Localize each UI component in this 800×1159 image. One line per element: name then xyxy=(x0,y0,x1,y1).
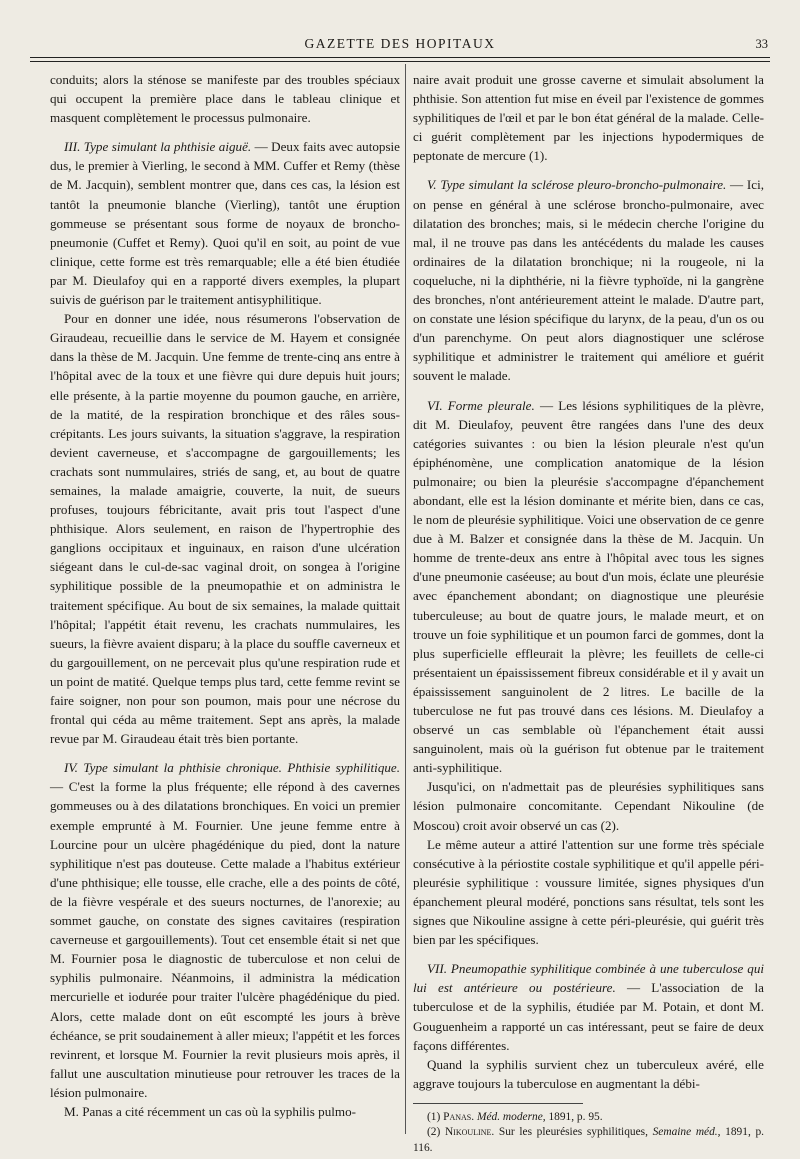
section-vi xyxy=(413,396,764,778)
running-title: GAZETTE DES HOPITAUX xyxy=(304,36,496,51)
section-text: — Deux faits avec autopsie dus, le premier à Vierling, le second à MM. Cuffer et Remy (thèse de M. Jacquin), semblent montrer que, dans ces cas, la lésion est tantôt la pneumonie blanche (Vierling), tantôt une éruption gommeuse se présentant sous forme de noyaux de broncho-pneumonie (Cuffet et Remy). Quoi qu'il en soit, au point de vue clinique, cette forme est très remarquable; elle a été bien étudiée par M. Dieulafoy qui en a rapporté divers exemples, la plupart suivis de guérison par le traitement antisyphilitique. xyxy=(50,139,400,308)
section-heading: VI. Forme pleurale. xyxy=(427,397,535,413)
section-text: — L'association de la tuberculose et de la syphilis, étudiée par M. Potain, et dont M. Gouguenheim a rapporté un cas intéressant, peut se faire de deux façons différentes. xyxy=(413,980,764,1053)
footnote-1 xyxy=(413,1110,764,1126)
header-rule-thick xyxy=(30,57,770,58)
footnote-journal: Semaine méd., xyxy=(647,1126,721,1139)
page-number: 33 xyxy=(755,37,768,51)
footnote-marker: (2) xyxy=(427,1126,445,1139)
paragraph: Pour en donner une idée, nous résumerons l'observation de Giraudeau, recueillie dans le service de M. Hayem et consignée dans la thèse de M. Jacquin. Une femme de trente-cinq ans entre à l'hôpital avec de la toux et une fièvre qui dure depuis huit jours; elle présente, à la partie moyenne du poumon gauche, en arrière, de la matité, de la respiration bronchique et des râles sous-crépitants. Les jours suivants, la situation s'aggrave, la respiration devient caverneuse, et s'accompagne de gargouillements; les crachats sont nummulaires, striés de sang, et, au bout de quatre semaines, la malade amaigrie, couverte, la nuit, de sueurs profuses, toujours fébricitante, avait pris tout l'aspect d'une phthisique. Alors seulement, en raison de l'hypertrophie des ganglions occipitaux et inguinaux, en raison d'une ulcération siégeant dans le cul-de-sac vaginal droit, on songea à l'origine syphilitique possible de la pneumopathie et on administra le traitement spécifique. Au bout de six semaines, la malade quittait l'hôpital; l'appétit était revenu, les crachats nummulaires, les sueurs, la fièvre avaient disparu; à la place du souffle caverneux et du gargouillement, on ne percevait plus qu'une respiration rude et un point de matité. Quelque temps plus tard, cette femme revint se faire soigner, non pour son poumon, mais pour une nécrose du frontal qui céda au même traitement. Sept ans après, la malade revue par M. Giraudeau était très bien portante. xyxy=(50,311,400,747)
section-vii xyxy=(413,959,764,1054)
right-column xyxy=(413,70,764,1156)
section-heading: IV. Type simulant la phthisie chronique. Phthisie syphilitique. xyxy=(64,760,400,776)
page-header xyxy=(30,32,770,56)
footnote-title: Sur les pleurésies syphilitiques, xyxy=(494,1126,648,1139)
footnote-author: Nikouline. xyxy=(444,1126,495,1139)
section-heading: V. Type simulant la sclérose pleuro-broncho-pulmonaire. xyxy=(427,177,727,193)
section-v xyxy=(413,175,764,385)
footnote-separator xyxy=(413,1103,583,1104)
section-iv xyxy=(50,758,400,1102)
footnote-rest: 1891, p. 95. xyxy=(545,1110,603,1123)
paragraph: naire avait produit une grosse caverne et simulait absolument la phthisie. Son attention fut mise en éveil par l'existence de gommes syphilitiques de l'œil et par le bon état général de la malade. Celle-ci guérit complètement par les injections hypodermiques de peptonate de mercure (1). xyxy=(413,72,764,164)
paragraph: conduits; alors la sténose se manifeste par des troubles spéciaux qui occupent la première place dans le tableau clinique et masquent complètement le processus pulmonaire. xyxy=(50,72,400,126)
footnote-marker: (1) xyxy=(427,1110,444,1123)
header-rule-thin xyxy=(30,61,770,62)
paragraph: M. Panas a cité récemment un cas où la syphilis pulmo- xyxy=(64,1103,356,1119)
section-iii xyxy=(50,137,400,309)
footnote-rest: 1891, p. 116. xyxy=(413,1126,764,1154)
column-divider xyxy=(405,64,406,1134)
section-text: — C'est la forme la plus fréquente; elle répond à des cavernes gommeuses ou à des dilatations bronchiques. En voici un premier exemple emprunté à M. Fournier. Une jeune femme entre à Lourcine pour un ulcère phagédénique du pied, dont la nature syphilitique n'est pas douteuse. Cette malade a l'habitus extérieur d'une phthisique; elle tousse, elle crache, elle a des points de côté, de la fièvre vespérale et des sueurs nocturnes, de l'anorexie; au sommet gauche, on constate des signes cavitaires (respiration caverneuse et gargouillements). Tout cet ensemble était si net que M. Fournier posa le diagnostic de tuberculose et non celui de syphilis pulmonaire. Néanmoins, il administra la médication mercurielle et iodurée pour traiter l'ulcère phagédénique du pied. Alors, cette malade dont on eût escompté les jours à brève échéance, se prit soudainement à aller mieux; l'appétit et les forces revinrent, et lorsque M. Fournier la revit plusieurs mois après, il fallut une auscultation minutieuse pour retrouver les traces de la lésion pulmonaire. xyxy=(50,779,400,1100)
section-text: — Les lésions syphilitiques de la plèvre, dit M. Dieulafoy, peuvent être rangées dans l'une des deux catégories suivantes : ou bien la lésion pleurale n'est qu'un épiphénomène, une complication anatomique de la lésion pulmonaire; ou bien la pleurésie s'accompagne d'épanchement abondant, elle est la lésion dominante et mérite bien, dans ce cas, le nom de pleurésie syphilitique. Voici une observation de ce genre due à M. Balzer et consignée dans la thèse de M. Jacquin. Un homme de trente-deux ans entre à l'hôpital avec tous les signes d'une pneumonie caséeuse; au bout d'un mois, éclate une pleurésie avec épanchement abondant; on diagnostique une pleurésie tuberculeuse; au bout de quatre jours, le malade meurt, et on trouve un foie syphilitique et un poumon farci de gommes, dont la plus superficielle effleurait la plèvre; les feuillets de celle-ci présentaient un épaississement fibreux considérable et il y avait un épaississement sanguinolent de 2 litres. Le bacille de la tuberculose ne fut pas trouvé dans ces lésions. M. Dieulafoy a observé un cas semblable où l'épanchement était aussi sanguinolent, mais où la guérison fut obtenue par le traitement anti-syphilitique. xyxy=(413,397,764,776)
footnote-author: Panas. xyxy=(443,1110,475,1123)
left-column xyxy=(50,70,400,1121)
section-heading: III. Type simulant la phthisie aiguë. xyxy=(64,139,252,155)
section-text: — Ici, on pense en général à une sclérose broncho-pulmonaire, avec dilatation des bronches; mais, si le médecin cherche l'origine du mal, il ne trouve pas dans les antécédents du malade les causes ordinaires de la dilatation bronchique; ni la rougeole, ni la coqueluche, ni la diphthérie, ni la fièvre typhoïde, ni la gangrène des bronches, n'ont antérieurement atteint le malade. D'autre part, on constate une lésion spécifique du larynx, de la peau, d'un os ou d'un parenchyme. On peut alors diagnostiquer une sclérose syphilitique et administrer le traitement qui améliore et guérit souvent le malade. xyxy=(413,177,764,384)
paragraph: Le même auteur a attiré l'attention sur une forme très spéciale consécutive à la périostite costale syphilitique et qu'il appelle péri-pleurésie syphilitique : voussure limitée, signes physiques d'un épanchement pleural modéré, ponctions sans résultat, tels sont les signes que Nikouline assigne à cette péri-pleurésie, qui guérit très bien par les spécifiques. xyxy=(413,836,764,948)
section-heading: VII. Pneumopathie syphilitique combinée à une tuberculose qui lui est antérieure ou postérieure. xyxy=(413,961,764,996)
footnote-2 xyxy=(413,1125,764,1156)
paragraph: Jusqu'ici, on n'admettait pas de pleurésies syphilitiques sans lésion pulmonaire concomitante. Cependant Nikouline (de Moscou) croit avoir observé un cas (2). xyxy=(413,779,764,833)
paragraph: Quand la syphilis survient chez un tuberculeux avéré, elle aggrave toujours la tuberculose en augmentant la débi- xyxy=(413,1056,764,1091)
footnote-journal: Méd. moderne, xyxy=(474,1110,546,1123)
